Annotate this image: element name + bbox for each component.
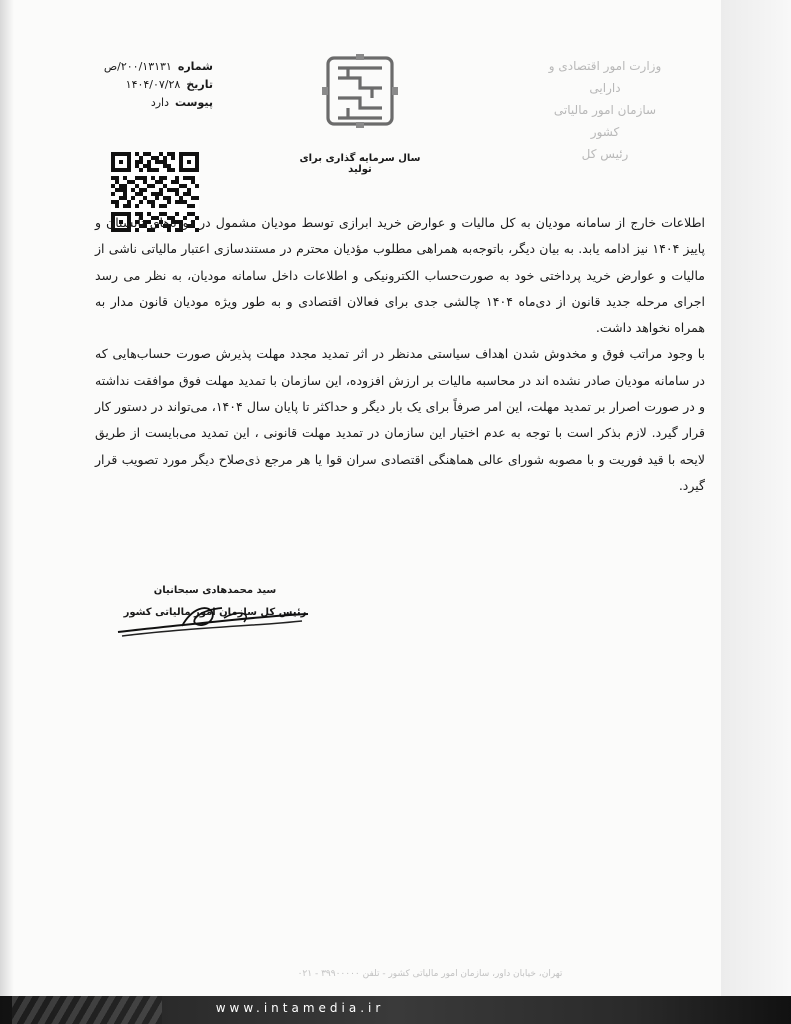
body-paragraph-1: اطلاعات خارج از سامانه مودیان به کل مالیات و عوارض خرید ابرازی توسط مودیان مشمول در دوره‌های تابستان و پاییز ۱۴۰۴ نیز ادامه یابد. به بیان دیگر، باتوجه‌به همراهی مطلوب مؤدیان محترم در مستندسازی اعتبار مالیاتی ناشی از مالیات و عوارض خرید پرداختی خود به صورت‌حساب الکترونیکی و اطلاعات داخل سامانه مودیان، به نظر می رسد اجرای مرحله جدید قانون از دی‌ماه ۱۴۰۴ چالشی جدی برای فعالان اقتصادی و به طور ویژه مودیان قانون مدار به همراه نخواهد داشت. — [95, 215, 705, 336]
letter-attachment-row — [108, 94, 213, 112]
letter-date-label: تاریخ — [186, 78, 213, 91]
ministry-line-2: سازمان امور مالیاتی کشور — [553, 103, 657, 139]
footer-address: تهران، خیابان داور، سازمان امور مالیاتی کشور - تلفن ۳۹۹۰۰۰۰۰ - ۰۲۱ — [297, 969, 563, 979]
body-paragraph-2: با وجود مراتب فوق و مخدوش شدن اهداف سیاستی مدنظر در اثر تمدید مجدد مهلت پذیرش صورت حساب‌هایی که در سامانه مودیان صادر نشده اند در محاسبه مالیات بر ارزش افزوده، این سازمان با تمدید مهلت فوق موافقت نداشته و در صورت اصرار بر تمدید مهلت، این امر صرفاً برای یک بار دیگر و حداکثر تا پایان سال ۱۴۰۴، می‌تواند در دستور کار قرار گیرد. لازم بذکر است با توجه به عدم اختیار این سازمان در تمدید مهلت قانونی ، این تمدید می‌بایست از طریق لایحه با قید فوریت و با مصوبه شورای عالی هماهنگی اقتصادی سران قوا یا هر مرجع ذی‌صلاح دیگر مورد تصویب قرار گیرد. — [95, 346, 705, 493]
letter-attachment-label: پیوست — [175, 96, 213, 109]
letter-attachment-value: دارد — [150, 96, 170, 109]
footer-website-url: www.intamedia.ir — [215, 1001, 385, 1015]
signatory-title: رئیس کل سازمان امور مالیاتی کشور — [123, 607, 307, 618]
year-motto: سال سرمایه گذاری برای تولید — [299, 153, 421, 175]
organization-emblem-icon — [320, 52, 400, 130]
ministry-line-3: رئیس کل — [581, 147, 629, 161]
signatory-name: سید محمدهادی سبحانیان — [153, 585, 277, 596]
ministry-heading — [540, 55, 670, 165]
letter-body — [95, 210, 705, 499]
letter-number-value: ۲۰۰/۱۳۱۳۱/ص — [103, 60, 172, 73]
scan-margin-right — [721, 0, 791, 1024]
letter-meta — [103, 58, 213, 112]
letter-number-label: شماره — [177, 60, 213, 73]
letter-number-row — [103, 58, 213, 76]
handwritten-signature-icon — [112, 598, 312, 643]
letter-date-value: ۱۴۰۴/۰۷/۲۸ — [125, 78, 181, 91]
footer-stripes — [12, 996, 162, 1024]
scan-shadow — [0, 0, 14, 1024]
letter-date-row — [108, 76, 213, 94]
ministry-line-1: وزارت امور اقتصادی و دارایی — [548, 59, 662, 95]
